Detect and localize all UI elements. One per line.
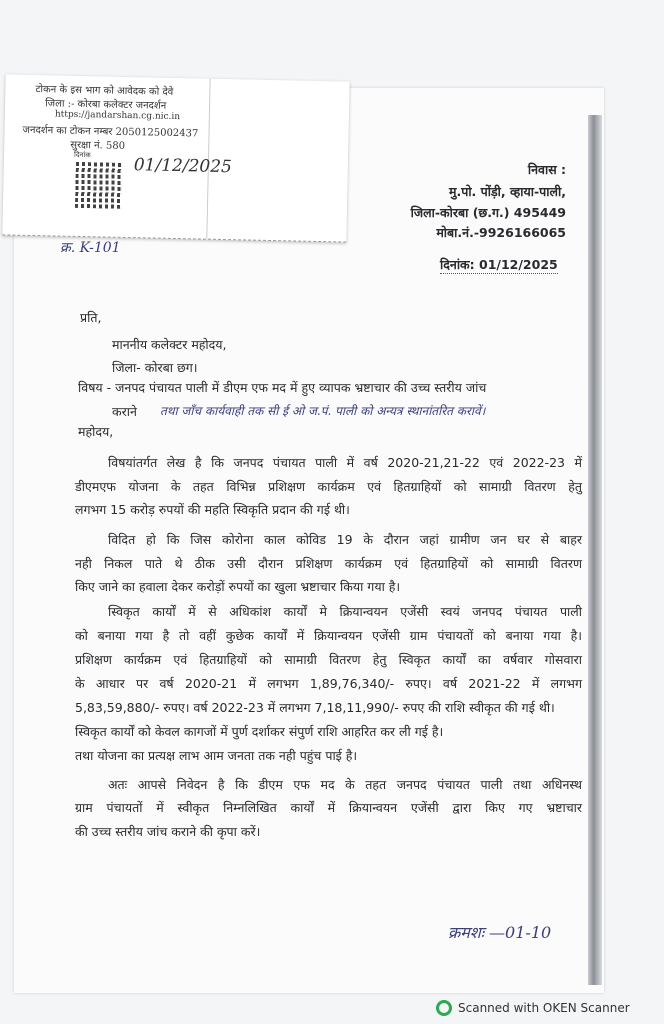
para1-line: डीएमएफ योजना के तहत विभिन्न प्रशिक्षण कार्यक्रम एवं हितग्राहियों को सामाग्री वितरण हेतु	[75, 479, 582, 494]
para3-line: के आधार पर वर्ष 2020-21 में लगभग 1,89,76,340/- रुपए। वर्ष 2021-22 में लगभग	[75, 676, 582, 691]
addressee-line2: जिला- कोरबा छग।	[112, 360, 198, 375]
subject-line2: कराने	[112, 404, 137, 419]
token-number: जनदर्शन का टोकन नम्बर 2050125002437	[22, 124, 199, 140]
addressee-line1: माननीय कलेक्टर महोदय,	[112, 337, 227, 352]
token-date-handwritten: 01/12/2025	[133, 155, 233, 178]
token-security: सुरक्षा नं. 580	[70, 139, 126, 152]
para3-line: स्विकृत कार्यों को केवल कागजों में पुर्ण दर्शाकर संपुर्ण राशि आहरित कर ली गई है।	[75, 724, 444, 739]
scan-edge-shadow	[588, 115, 602, 985]
para2-line: किए जाने का हवाला देकर करोड़ों रुपयों का खुला भ्रष्टाचार किया गया है।	[75, 579, 401, 594]
subject-line1: विषय - जनपद पंचायत पाली में डीएम एफ मद में हुए व्यापक भ्रष्टाचार की उच्च स्तरीय जांच	[78, 380, 487, 395]
para1-line: लगभग 15 करोड़ रुपयों की महति स्विकृति प्रदान की गई थी।	[75, 502, 350, 517]
jandarshan-token-slip	[2, 74, 349, 242]
continued-note: क्रमशः —01-10	[448, 923, 552, 942]
oken-logo-icon	[436, 1000, 452, 1016]
scanner-text: Scanned with OKEN Scanner	[458, 1001, 630, 1015]
para3-line: 5,83,59,880/- रुपए। वर्ष 2022-23 में लगभग 7,18,11,990/- रुपए की राशि स्वीकृत की गई थी।	[75, 700, 555, 715]
para4-line: ग्राम पंचायतों में स्वीकृत निम्नलिखित कार्यों में क्रियान्वयन एजेंसी द्वारा किए गए भ्रष्टाचार	[75, 800, 582, 815]
para2-line: नही निकल पाते थे ठीक उसी दौरान प्रशिक्षण कार्यक्रम एवं हितग्राहियों को सामाग्री वितरण	[75, 556, 582, 571]
token-line2: जिला :- कोरबा कलेक्टर जनदर्शन	[45, 98, 167, 112]
residence-label: निवास :	[527, 162, 566, 177]
salutation: महोदय,	[78, 424, 114, 439]
para2-line: विदित हो कि जिस कोरोना काल कोविड 19 के दौरान जहां ग्रामीण जन घर से बाहर	[108, 532, 582, 547]
token-url: https://jandarshan.cg.nic.in	[54, 109, 181, 123]
para4-line: अतः आपसे निवेदन है कि डीएम एफ मद के तहत जनपद पंचायत पाली तथा अधिनस्थ	[108, 777, 582, 792]
mobile-number: मोबा.नं.-9926166065	[436, 225, 566, 240]
subject-handwritten-addition: तथा जाँच कार्यवाही तक सी ई ओ ज.पं. पाली को अन्यत्र स्थानांतरित करावें।	[160, 404, 486, 418]
address-line1: मु.पो. पोंड़ी, व्हाया-पाली,	[449, 184, 566, 199]
para3-line: को बनाया गया है तो वहीं कुछेक कार्यों में क्रियान्वयन एजेंसी ग्राम पंचायतों को बनाया गया है।	[75, 628, 582, 643]
prati: प्रति,	[80, 310, 102, 325]
para1-line: विषयांतर्गत लेख है कि जनपद पंचायत पाली में वर्ष 2020-21,21-22 एवं 2022-23 में	[108, 455, 582, 470]
letter-date: दिनांक: 01/12/2025	[440, 257, 558, 272]
para3-line: तथा योजना का प्रत्यक्ष लाभ आम जनता तक नही पहुंच पाई है।	[75, 748, 358, 763]
address-line2: जिला-कोरबा (छ.ग.) 495449	[410, 205, 566, 220]
para3-line: स्विकृत कार्यों में से अधिकांश कार्यों मे क्रियान्वयन एजेंसी स्वयं जनपद पंचायत पाली	[108, 604, 582, 619]
qr-code	[75, 162, 122, 209]
scanner-watermark	[436, 1000, 630, 1016]
token-date-label: दिनांक	[73, 150, 91, 160]
token-line1: टोकन के इस भाग को आवेदक को देवे	[35, 84, 174, 98]
para3-line: प्रशिक्षण कार्यक्रम एवं हितग्राहियों को सामाग्री वितरण हेतु स्विकृत कार्यों का वर्षवार गोसवारा	[75, 652, 582, 667]
para4-line: की उच्च स्तरीय जांच कराने की कृपा करें।	[75, 824, 261, 839]
reference-number: क्र. K-101	[60, 240, 121, 256]
